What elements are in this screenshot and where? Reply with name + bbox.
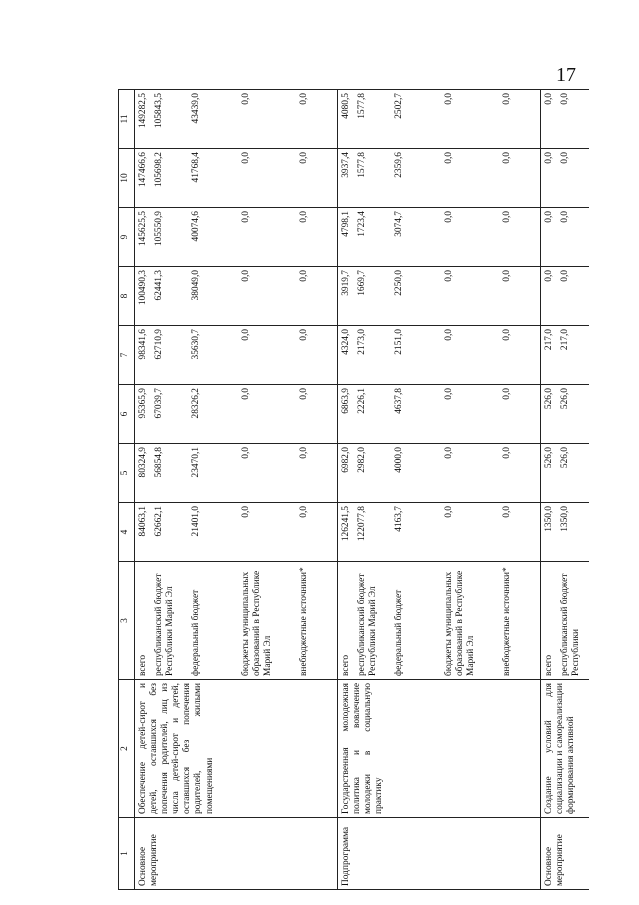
value-cell: 526,0	[541, 385, 559, 444]
value-cell: 105698,2	[153, 149, 190, 208]
table-row	[135, 90, 153, 890]
col-header: 9	[119, 208, 135, 267]
value-cell: 21401,0	[190, 503, 240, 562]
value-cell: 0,0	[240, 326, 298, 385]
value-cell: 2982,0	[356, 444, 393, 503]
funding-source: бюджеты муниципальных образований в Республике Марий Эл	[240, 562, 298, 680]
value-cell: 23470,1	[190, 444, 240, 503]
value-cell: 0,0	[501, 90, 541, 149]
value-cell: 147466,6	[135, 149, 153, 208]
value-cell: 6863,9	[338, 385, 356, 444]
value-cell: 62662,1	[153, 503, 190, 562]
value-cell: 0,0	[443, 90, 501, 149]
value-cell: 105843,5	[153, 90, 190, 149]
col-header: 2	[119, 680, 135, 818]
value-cell: 1723,4	[356, 208, 393, 267]
col-header: 5	[119, 444, 135, 503]
value-cell: 0,0	[541, 208, 559, 267]
funding-source: республиканский бюджет Республики Марий Эл	[153, 562, 190, 680]
value-cell: 0,0	[298, 326, 338, 385]
value-cell: 0,0	[541, 90, 559, 149]
value-cell: 2502,7	[393, 90, 443, 149]
program-type: Основное мероприятие	[135, 818, 338, 890]
col-header: 4	[119, 503, 135, 562]
value-cell: 0,0	[501, 503, 541, 562]
value-cell: 3074,7	[393, 208, 443, 267]
value-cell: 0,0	[501, 385, 541, 444]
value-cell: 1577,8	[356, 149, 393, 208]
col-header: 6	[119, 385, 135, 444]
value-cell: 4324,0	[338, 326, 356, 385]
value-cell: 0,0	[298, 149, 338, 208]
value-cell: 4163,7	[393, 503, 443, 562]
value-cell: 4080,5	[338, 90, 356, 149]
value-cell: 0,0	[443, 385, 501, 444]
value-cell: 526,0	[559, 385, 589, 444]
value-cell: 67039,7	[153, 385, 190, 444]
value-cell: 0,0	[541, 267, 559, 326]
value-cell: 2250,0	[393, 267, 443, 326]
value-cell: 40074,6	[190, 208, 240, 267]
value-cell: 2173,0	[356, 326, 393, 385]
value-cell: 0,0	[298, 385, 338, 444]
value-cell: 6982,0	[338, 444, 356, 503]
funding-source: республиканский бюджет Республики	[559, 562, 589, 680]
program-type: Подпрограмма	[338, 818, 541, 890]
value-cell: 0,0	[443, 149, 501, 208]
value-cell: 4637,8	[393, 385, 443, 444]
value-cell: 0,0	[559, 90, 589, 149]
col-header: 3	[119, 562, 135, 680]
value-cell: 0,0	[298, 208, 338, 267]
value-cell: 0,0	[501, 149, 541, 208]
value-cell: 84063,1	[135, 503, 153, 562]
value-cell: 3919,7	[338, 267, 356, 326]
value-cell: 0,0	[501, 267, 541, 326]
funding-source: всего	[338, 562, 356, 680]
value-cell: 0,0	[443, 267, 501, 326]
budget-table	[118, 89, 589, 890]
funding-source: внебюджетные источники*	[298, 562, 338, 680]
value-cell: 0,0	[559, 267, 589, 326]
value-cell: 0,0	[240, 208, 298, 267]
value-cell: 28326,2	[190, 385, 240, 444]
value-cell: 0,0	[559, 149, 589, 208]
value-cell: 0,0	[443, 503, 501, 562]
header-row	[119, 90, 135, 890]
value-cell: 0,0	[501, 326, 541, 385]
value-cell: 0,0	[443, 326, 501, 385]
value-cell: 2226,1	[356, 385, 393, 444]
value-cell: 0,0	[240, 444, 298, 503]
value-cell: 1350,0	[541, 503, 559, 562]
value-cell: 4000,0	[393, 444, 443, 503]
value-cell: 0,0	[298, 90, 338, 149]
program-type: Основное мероприятие	[541, 818, 589, 890]
value-cell: 0,0	[541, 149, 559, 208]
value-cell: 3937,4	[338, 149, 356, 208]
funding-source: всего	[541, 562, 559, 680]
value-cell: 62441,3	[153, 267, 190, 326]
program-name: Обеспечение детей-сирот и детей, оставшихся без попечения родителей, лиц из числа детей-сирот и детей, оставшихся без попечения родителей, жилыми помещениями	[135, 680, 338, 818]
value-cell: 0,0	[559, 208, 589, 267]
value-cell: 122077,8	[356, 503, 393, 562]
rotated-table-wrapper	[118, 90, 638, 890]
value-cell: 526,0	[541, 444, 559, 503]
value-cell: 4798,1	[338, 208, 356, 267]
col-header: 7	[119, 326, 135, 385]
value-cell: 526,0	[559, 444, 589, 503]
table-body	[135, 90, 589, 890]
col-header: 8	[119, 267, 135, 326]
funding-source: внебюджетные источники*	[501, 562, 541, 680]
value-cell: 0,0	[298, 503, 338, 562]
table-row	[338, 90, 356, 890]
value-cell: 2359,6	[393, 149, 443, 208]
value-cell: 95365,9	[135, 385, 153, 444]
value-cell: 35630,7	[190, 326, 240, 385]
value-cell: 1669,7	[356, 267, 393, 326]
program-name: Создание условий для социализации и самореализации формирования активной	[541, 680, 589, 818]
value-cell: 105550,9	[153, 208, 190, 267]
value-cell: 0,0	[240, 385, 298, 444]
col-header: 1	[119, 818, 135, 890]
value-cell: 2151,0	[393, 326, 443, 385]
value-cell: 126241,5	[338, 503, 356, 562]
program-name: Государственная молодежная политика и вовлечение молодежи в социальную практику	[338, 680, 541, 818]
page-number: 17	[556, 64, 576, 86]
funding-source: республиканский бюджет Республики Марий Эл	[356, 562, 393, 680]
value-cell: 0,0	[240, 149, 298, 208]
table-row	[541, 90, 559, 890]
value-cell: 100490,3	[135, 267, 153, 326]
value-cell: 217,0	[559, 326, 589, 385]
value-cell: 0,0	[443, 208, 501, 267]
value-cell: 41768,4	[190, 149, 240, 208]
value-cell: 0,0	[240, 267, 298, 326]
value-cell: 98341,6	[135, 326, 153, 385]
value-cell: 217,0	[541, 326, 559, 385]
value-cell: 38049,0	[190, 267, 240, 326]
value-cell: 0,0	[240, 503, 298, 562]
value-cell: 1577,8	[356, 90, 393, 149]
value-cell: 56854,8	[153, 444, 190, 503]
value-cell: 0,0	[298, 444, 338, 503]
funding-source: федеральный бюджет	[190, 562, 240, 680]
value-cell: 62710,9	[153, 326, 190, 385]
value-cell: 0,0	[501, 208, 541, 267]
col-header: 10	[119, 149, 135, 208]
funding-source: всего	[135, 562, 153, 680]
value-cell: 80324,9	[135, 444, 153, 503]
value-cell: 149282,5	[135, 90, 153, 149]
value-cell: 0,0	[501, 444, 541, 503]
funding-source: федеральный бюджет	[393, 562, 443, 680]
value-cell: 43439,0	[190, 90, 240, 149]
value-cell: 1350,0	[559, 503, 589, 562]
funding-source: бюджеты муниципальных образований в Республике Марий Эл	[443, 562, 501, 680]
value-cell: 0,0	[443, 444, 501, 503]
value-cell: 0,0	[240, 90, 298, 149]
value-cell: 145625,5	[135, 208, 153, 267]
value-cell: 0,0	[298, 267, 338, 326]
col-header: 11	[119, 90, 135, 149]
